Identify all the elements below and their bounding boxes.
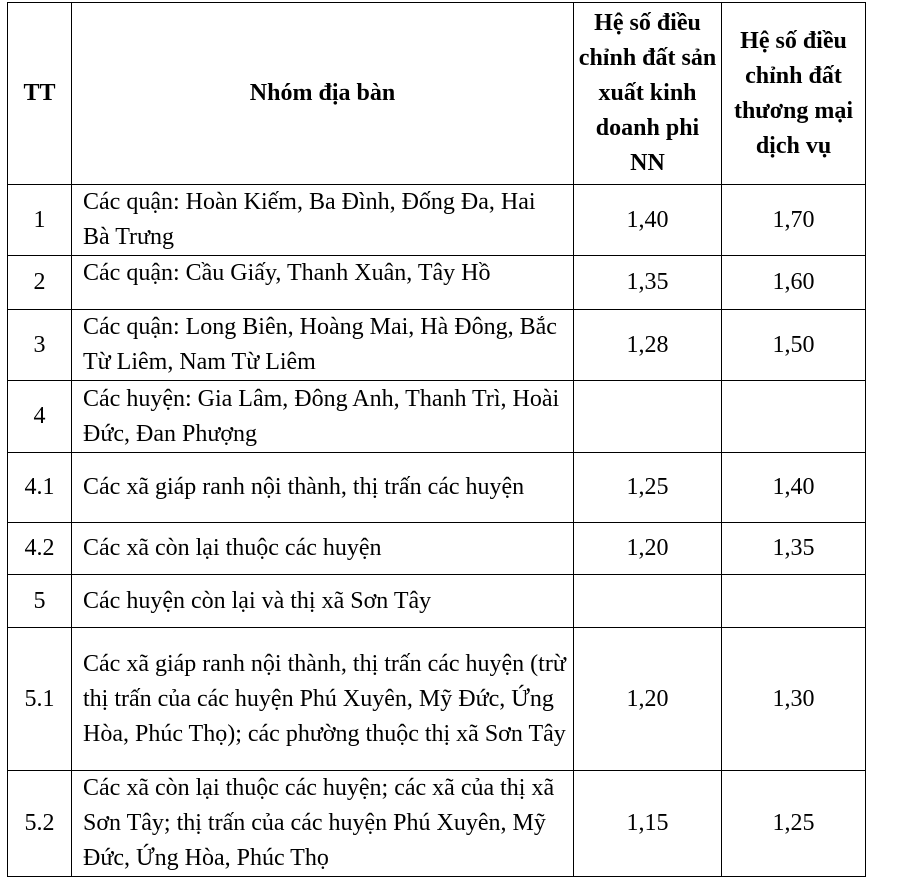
row-coef-business: 1,20 (574, 628, 722, 771)
row-coef-business: 1,25 (574, 453, 722, 523)
row-tt: 5 (8, 575, 72, 628)
row-coef-commerce: 1,35 (722, 523, 866, 575)
table-row (8, 628, 866, 771)
table-row (8, 381, 866, 453)
table-row (8, 523, 866, 575)
row-coef-commerce (722, 381, 866, 453)
row-tt: 2 (8, 256, 72, 310)
row-group: Các huyện: Gia Lâm, Đông Anh, Thanh Trì, Hoài Đức, Đan Phượng (72, 381, 574, 453)
row-coef-business (574, 381, 722, 453)
row-group: Các quận: Cầu Giấy, Thanh Xuân, Tây Hồ (72, 256, 574, 310)
row-coef-commerce: 1,60 (722, 256, 866, 310)
row-coef-commerce (722, 575, 866, 628)
row-coef-business: 1,28 (574, 310, 722, 381)
row-tt: 3 (8, 310, 72, 381)
row-tt: 4.1 (8, 453, 72, 523)
header-coef-business: Hệ số điều chỉnh đất sản xuất kinh doanh phi NN (574, 3, 722, 185)
row-group: Các xã còn lại thuộc các huyện; các xã của thị xã Sơn Tây; thị trấn của các huyện Phú Xuyên, Mỹ Đức, Ứng Hòa, Phúc Thọ (72, 771, 574, 877)
header-coef-commerce: Hệ số điều chỉnh đất thương mại dịch vụ (722, 3, 866, 185)
table-row (8, 310, 866, 381)
row-tt: 4 (8, 381, 72, 453)
row-group: Các huyện còn lại và thị xã Sơn Tây (72, 575, 574, 628)
table-row (8, 256, 866, 310)
row-group: Các quận: Long Biên, Hoàng Mai, Hà Đông, Bắc Từ Liêm, Nam Từ Liêm (72, 310, 574, 381)
row-tt: 4.2 (8, 523, 72, 575)
row-group: Các xã còn lại thuộc các huyện (72, 523, 574, 575)
row-coef-commerce: 1,40 (722, 453, 866, 523)
row-tt: 5.1 (8, 628, 72, 771)
header-tt: TT (8, 3, 72, 185)
coefficient-table (7, 2, 866, 877)
row-coef-business: 1,35 (574, 256, 722, 310)
row-coef-commerce: 1,50 (722, 310, 866, 381)
table-row (8, 453, 866, 523)
row-coef-business: 1,40 (574, 185, 722, 256)
row-coef-commerce: 1,70 (722, 185, 866, 256)
row-group: Các xã giáp ranh nội thành, thị trấn các huyện (72, 453, 574, 523)
row-coef-business: 1,15 (574, 771, 722, 877)
row-tt: 5.2 (8, 771, 72, 877)
row-group: Các quận: Hoàn Kiếm, Ba Đình, Đống Đa, Hai Bà Trưng (72, 185, 574, 256)
table-row (8, 575, 866, 628)
header-group: Nhóm địa bàn (72, 3, 574, 185)
row-coef-commerce: 1,25 (722, 771, 866, 877)
row-coef-business (574, 575, 722, 628)
row-group: Các xã giáp ranh nội thành, thị trấn các huyện (trừ thị trấn của các huyện Phú Xuyên, Mỹ Đức, Ứng Hòa, Phúc Thọ); các phường thuộc thị xã Sơn Tây (72, 628, 574, 771)
row-coef-business: 1,20 (574, 523, 722, 575)
row-tt: 1 (8, 185, 72, 256)
table-row (8, 771, 866, 877)
row-coef-commerce: 1,30 (722, 628, 866, 771)
table-header-row (8, 3, 866, 185)
table-row (8, 185, 866, 256)
